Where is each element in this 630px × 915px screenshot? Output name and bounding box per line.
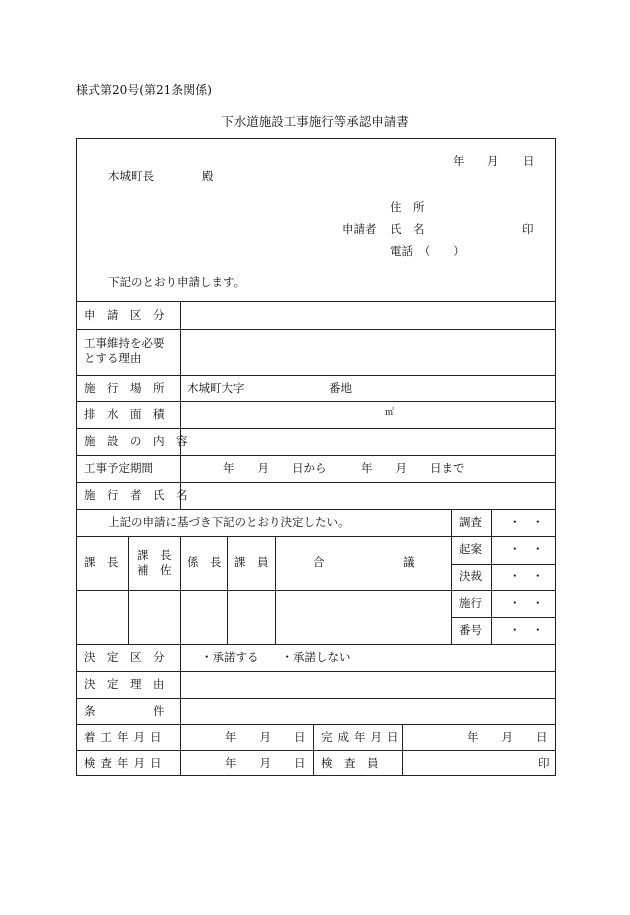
dot-placeholder: ・ ・ (509, 596, 544, 610)
column-divider (128, 536, 129, 644)
drainage-area-label: 排 水 面 積 (84, 407, 165, 421)
column-divider (491, 509, 492, 644)
staff-label: 課 員 (234, 555, 269, 569)
row-divider (77, 590, 555, 591)
contractor-label: 施 行 者 氏 名 (84, 488, 188, 502)
address-label: 住 所 (390, 200, 425, 214)
column-divider (180, 301, 181, 509)
row-divider (77, 301, 555, 302)
side-label-draft: 起案 (459, 542, 482, 556)
decision-reason-label: 決 定 理 由 (84, 677, 165, 691)
decision-statement: 上記の申請に基づき下記のとおり決定したい。 (108, 515, 350, 529)
column-divider (227, 536, 228, 644)
decision-category-label: 決 定 区 分 (84, 650, 165, 664)
date-month-label: 月 (487, 154, 499, 168)
page-title: 下水道施設工事施行等承認申請書 (221, 114, 409, 129)
row-divider (77, 536, 451, 537)
column-divider (313, 724, 314, 775)
row-divider (77, 375, 555, 376)
start-date-value: 年 月 日 (225, 730, 306, 744)
honorific: 殿 (202, 169, 214, 183)
inspector-label: 検 査 員 (321, 756, 379, 770)
facility-contents-label: 施 設 の 内 容 (84, 434, 188, 448)
inspection-date-value: 年 月 日 (225, 756, 306, 770)
date-year-label: 年 (453, 154, 465, 168)
row-divider (77, 455, 555, 456)
side-label-enforcement: 施行 (459, 596, 482, 610)
row-divider (77, 671, 555, 672)
row-divider (77, 724, 555, 725)
completion-date-label: 完成年月日 (321, 730, 404, 744)
schedule-label: 工事予定期間 (84, 461, 153, 475)
row-divider (77, 401, 555, 402)
request-text: 下記のとおり申請します。 (108, 275, 246, 289)
date-day-label: 日 (523, 154, 535, 168)
row-divider (77, 482, 555, 483)
side-label-number: 番号 (459, 623, 482, 637)
chief-label: 課 長 (84, 555, 119, 569)
row-divider (77, 644, 555, 645)
reason-label-line2: とする理由 (84, 351, 142, 365)
row-divider (77, 509, 555, 510)
completion-date-value: 年 月 日 (467, 730, 548, 744)
form-number: 様式第20号(第21条関係) (76, 83, 212, 97)
seal-mark: 印 (522, 222, 534, 236)
column-divider (180, 536, 181, 644)
dot-placeholder: ・ ・ (509, 542, 544, 556)
row-divider (77, 428, 555, 429)
column-divider (275, 536, 276, 644)
row-divider (77, 750, 555, 751)
row-divider (451, 617, 555, 618)
dot-placeholder: ・ ・ (509, 569, 544, 583)
addressee: 木城町長 (108, 169, 154, 183)
decision-options: ・承諾する ・承諾しない (201, 650, 351, 664)
section-head-label: 係 長 (187, 555, 222, 569)
inspector-seal: 印 (538, 756, 550, 770)
application-form-table (76, 138, 556, 776)
location-prefix: 木城町大字 (187, 381, 245, 395)
conditions-label: 条 件 (84, 704, 165, 718)
dot-placeholder: ・ ・ (509, 515, 544, 529)
area-unit: ㎡ (385, 408, 395, 418)
location-suffix: 番地 (329, 381, 352, 395)
schedule-value: 年 月 日から 年 月 日まで (223, 461, 465, 475)
side-label-investigation: 調査 (459, 515, 482, 529)
phone-label: 電話 （ ） (390, 244, 465, 258)
dot-placeholder: ・ ・ (509, 623, 544, 637)
application-type-label: 申 請 区 分 (84, 308, 165, 322)
applicant-label: 申請者 (342, 222, 377, 236)
row-divider (451, 564, 555, 565)
name-label: 氏 名 (390, 222, 425, 236)
row-divider (77, 329, 555, 330)
assistant-chief-line2: 補 佐 (137, 563, 172, 577)
assistant-chief-line1: 課 長 (137, 548, 172, 562)
consultation-label-left: 合 (313, 555, 325, 569)
column-divider (451, 509, 452, 644)
reason-label-line1: 工事維持を必要 (84, 336, 165, 350)
row-divider (451, 536, 555, 537)
start-date-label: 着工年月日 (84, 730, 167, 744)
consultation-label-right: 議 (403, 555, 415, 569)
column-divider (180, 644, 181, 775)
row-divider (77, 698, 555, 699)
side-label-approval: 決裁 (459, 569, 482, 583)
inspection-date-label: 検査年月日 (84, 756, 167, 770)
location-label: 施 行 場 所 (84, 381, 165, 395)
